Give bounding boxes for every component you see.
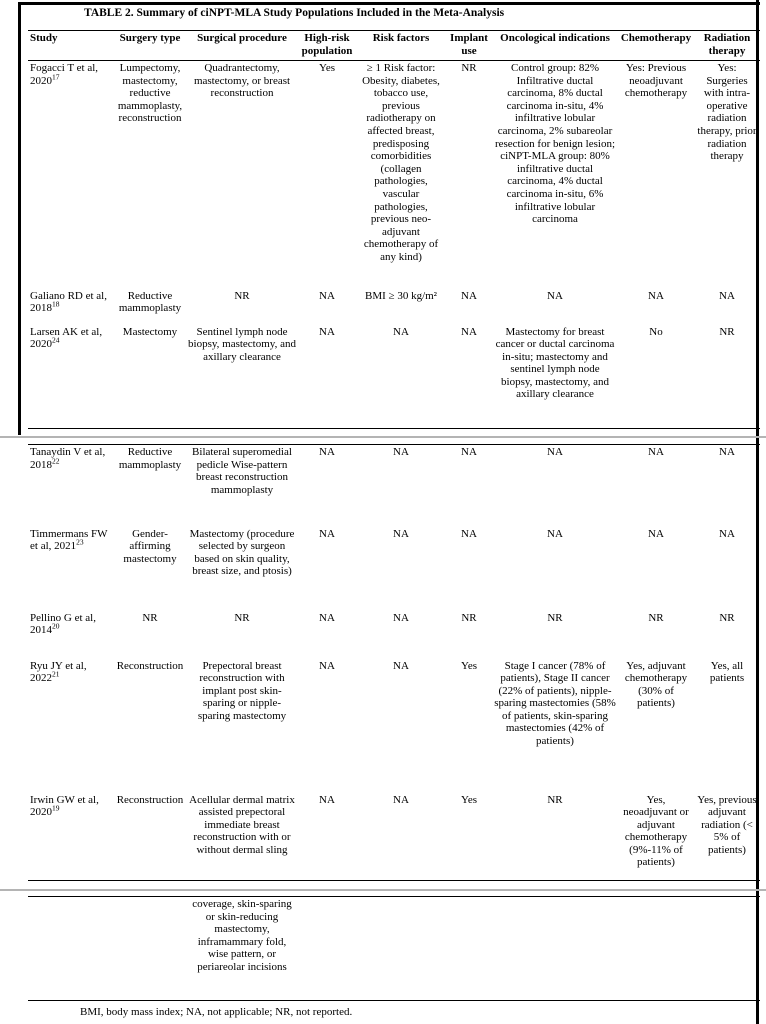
citation-superscript: 23 xyxy=(76,537,84,547)
surgery-type-cell: Reductive mammoplasty xyxy=(118,446,182,471)
implant-use-cell: NA xyxy=(461,527,477,540)
citation-superscript: 24 xyxy=(52,335,60,345)
column-header-surgery-type: Surgery type xyxy=(114,31,186,61)
risk-factors-cell: NA xyxy=(393,659,409,672)
high-risk-cell: NA xyxy=(319,659,335,672)
study-cell xyxy=(28,611,114,659)
surgery-type-cell: Gender-affirming mastectomy xyxy=(123,527,177,565)
table-row-pellino xyxy=(28,611,760,659)
surgical-procedure-cell: Mastectomy (procedure selected by surgeon based on skin quality, breast size, and ptosis) xyxy=(189,527,295,578)
chemotherapy-cell: NA xyxy=(648,527,664,540)
chemotherapy-cell: Yes, adjuvant chemotherapy (30% of patients) xyxy=(624,659,688,710)
risk-factors-cell: NA xyxy=(393,793,409,806)
chemotherapy-cell: Yes: Previous neoadjuvant chemotherapy xyxy=(624,62,688,100)
citation-superscript: 18 xyxy=(52,299,60,309)
table-row-continuation xyxy=(28,897,760,1001)
risk-factors-cell: ≥ 1 Risk factor: Obesity, diabetes, tobacco use, previous radiotherapy on affected breast, predisposing comorbidities (collagen pathologies, vascular pathologies, previous neo-adjuvant chemotherapy of any kind) xyxy=(362,62,440,263)
column-header-risk-factors: Risk factors xyxy=(356,31,446,61)
surgical-procedure-cell: Sentinel lymph node biopsy, mastectomy, and axillary clearance xyxy=(188,325,296,363)
chemotherapy-cell: No xyxy=(649,325,663,338)
radiation-cell: Yes: Surgeries with intra-operative radiation therapy, prior radiation therapy xyxy=(697,62,757,163)
implant-use-cell: NA xyxy=(461,325,477,338)
oncological-cell: NA xyxy=(547,527,563,540)
high-risk-cell: NA xyxy=(319,611,335,624)
high-risk-cell: NA xyxy=(319,325,335,338)
radiation-cell: Yes, previous adjuvant radiation (< 5% of patients) xyxy=(697,793,757,856)
chemotherapy-cell xyxy=(618,897,694,1001)
chemotherapy-cell: Yes, neoadjuvant or adjuvant chemotherapy (9%-11% of patients) xyxy=(623,793,689,869)
study-table-segment-1 xyxy=(28,30,760,429)
risk-factors-cell xyxy=(356,897,446,1001)
surgery-type-cell: Reconstruction xyxy=(116,659,184,672)
high-risk-cell: NA xyxy=(319,289,335,302)
page-break-line xyxy=(0,889,766,891)
oncological-cell xyxy=(492,897,618,1001)
surgical-procedure-cell: Bilateral superomedial pedicle Wise-pattern breast reconstruction mammoplasty xyxy=(192,446,292,496)
high-risk-cell: NA xyxy=(319,446,335,458)
citation-superscript: 19 xyxy=(52,803,60,813)
implant-use-cell: NR xyxy=(461,611,477,624)
study-cell xyxy=(28,897,114,1001)
implant-use-cell: NR xyxy=(461,62,477,74)
oncological-cell: Mastectomy for breast cancer or ductal carcinoma in-situ; mastectomy and sentinel lymph node biopsy, mastectomy, and axillary clearance xyxy=(495,325,615,401)
oncological-cell: NA xyxy=(547,289,563,302)
implant-use-cell: Yes xyxy=(460,793,477,806)
study-table-segment-2 xyxy=(28,444,760,881)
risk-factors-cell: NA xyxy=(393,527,409,540)
study-text: Larsen AK et al, 2020 xyxy=(30,325,103,351)
chemotherapy-cell: NA xyxy=(648,446,664,458)
table-row-irwin xyxy=(28,793,760,881)
table-row-timmermans xyxy=(28,527,760,611)
page-border-left xyxy=(18,2,21,435)
implant-use-cell: NA xyxy=(461,446,477,458)
table-row-ryu xyxy=(28,659,760,793)
implant-use-cell xyxy=(446,897,492,1001)
study-cell xyxy=(28,527,114,611)
table-row-tanaydin xyxy=(28,445,760,527)
study-cell xyxy=(28,445,114,527)
radiation-cell: Yes, all patients xyxy=(709,659,745,685)
surgical-procedure-cell: Quadrantectomy, mastectomy, or breast reconstruction xyxy=(193,62,291,100)
study-text: Pellino G et al, 2014 xyxy=(30,611,96,637)
study-text: Fogacci T et al, 2020 xyxy=(30,62,99,87)
implant-use-cell: NA xyxy=(461,289,477,302)
surgical-procedure-cell: Prepectoral breast reconstruction with implant post skin-sparing or nipple-sparing mastectomy xyxy=(197,659,287,722)
table-row-larsen xyxy=(28,325,760,429)
citation-superscript: 22 xyxy=(52,455,60,465)
radiation-cell: NR xyxy=(719,325,735,338)
high-risk-cell: NA xyxy=(319,793,335,806)
risk-factors-cell: BMI ≥ 30 kg/m² xyxy=(365,289,437,302)
radiation-cell xyxy=(694,897,760,1001)
table-title: TABLE 2. Summary of ciNPT-MLA Study Populations Included in the Meta-Analysis xyxy=(84,7,505,19)
chemotherapy-cell: NA xyxy=(648,289,664,302)
surgery-type-cell: Lumpectomy, mastectomy, reductive mammoplasty, reconstruction xyxy=(117,62,183,125)
column-header-chemotherapy: Chemotherapy xyxy=(618,31,694,61)
citation-superscript: 20 xyxy=(52,621,60,631)
study-text: Tanaydin V et al, 2018 xyxy=(30,446,106,471)
page-break-line xyxy=(0,436,766,438)
radiation-cell: NA xyxy=(719,446,735,458)
surgery-type-cell: Mastectomy xyxy=(122,325,178,338)
surgery-type-cell: Reconstruction xyxy=(116,793,184,806)
study-cell xyxy=(28,325,114,429)
radiation-cell: NA xyxy=(719,289,735,302)
surgery-type-cell: NR xyxy=(142,611,158,624)
surgery-type-cell: Reductive mammoplasty xyxy=(118,289,182,315)
table-footnote: BMI, body mass index; NA, not applicable; NR, not reported. xyxy=(80,1006,353,1018)
study-cell xyxy=(28,793,114,881)
surgical-procedure-cell: coverage, skin-sparing or skin-reducing mastectomy, inframammary fold, wise pattern, or periareolar incisions xyxy=(192,898,292,973)
table-row-galiano xyxy=(28,289,760,325)
column-header-radiation: Radiation therapy xyxy=(694,31,760,61)
study-text: Ryu JY et al, 2022 xyxy=(30,659,87,685)
risk-factors-cell: NA xyxy=(393,325,409,338)
table-row-fogacci xyxy=(28,61,760,289)
study-text: Irwin GW et al, 2020 xyxy=(30,793,99,819)
radiation-cell: NR xyxy=(719,611,735,624)
page-border-top xyxy=(18,2,760,5)
citation-superscript: 21 xyxy=(52,669,60,679)
surgical-procedure-cell: NR xyxy=(234,289,250,302)
risk-factors-cell: NA xyxy=(393,611,409,624)
study-table-segment-3 xyxy=(28,896,760,1001)
column-header-implant-use: Implant use xyxy=(446,31,492,61)
oncological-cell: NR xyxy=(547,793,563,806)
oncological-cell: NR xyxy=(547,611,563,624)
high-risk-cell: NA xyxy=(319,527,335,540)
study-cell xyxy=(28,289,114,325)
column-header-surgical-procedure: Surgical procedure xyxy=(186,31,298,61)
high-risk-cell: Yes xyxy=(318,62,335,74)
high-risk-cell xyxy=(298,897,356,1001)
study-text: Timmermans FW et al, 2021 xyxy=(30,527,108,553)
header-row xyxy=(28,31,760,61)
study-cell xyxy=(28,659,114,793)
implant-use-cell: Yes xyxy=(460,659,477,672)
citation-superscript: 17 xyxy=(52,71,60,81)
column-header-study: Study xyxy=(28,31,114,61)
oncological-cell: NA xyxy=(547,446,563,458)
oncological-cell: Stage I cancer (78% of patients), Stage II cancer (22% of patients), nipple-sparing mastectomies (58% of patients, skin-sparing mastectomies (42% of patients) xyxy=(494,659,616,748)
radiation-cell: NA xyxy=(719,527,735,540)
risk-factors-cell: NA xyxy=(393,446,409,458)
column-header-oncological: Oncological indications xyxy=(492,31,618,61)
column-header-high-risk: High-risk population xyxy=(298,31,356,61)
surgery-type-cell xyxy=(114,897,186,1001)
study-text: Galiano RD et al, 2018 xyxy=(30,289,107,315)
surgical-procedure-cell: Acellular dermal matrix assisted prepectoral immediate breast reconstruction with or without dermal sling xyxy=(189,793,295,856)
surgical-procedure-cell: NR xyxy=(234,611,250,624)
chemotherapy-cell: NR xyxy=(648,611,664,624)
oncological-cell: Control group: 82% Infiltrative ductal carcinoma, 8% ductal carcinoma in-situ, 4% infiltrative lobular carcinoma, 2% subareolar resection for benign lesion; ciNPT-MLA group: 80% infiltrative ductal carcinoma, 4% ductal carcinoma in-situ, 6% infiltrative lobular carcinoma xyxy=(494,62,616,226)
study-cell xyxy=(28,61,114,289)
